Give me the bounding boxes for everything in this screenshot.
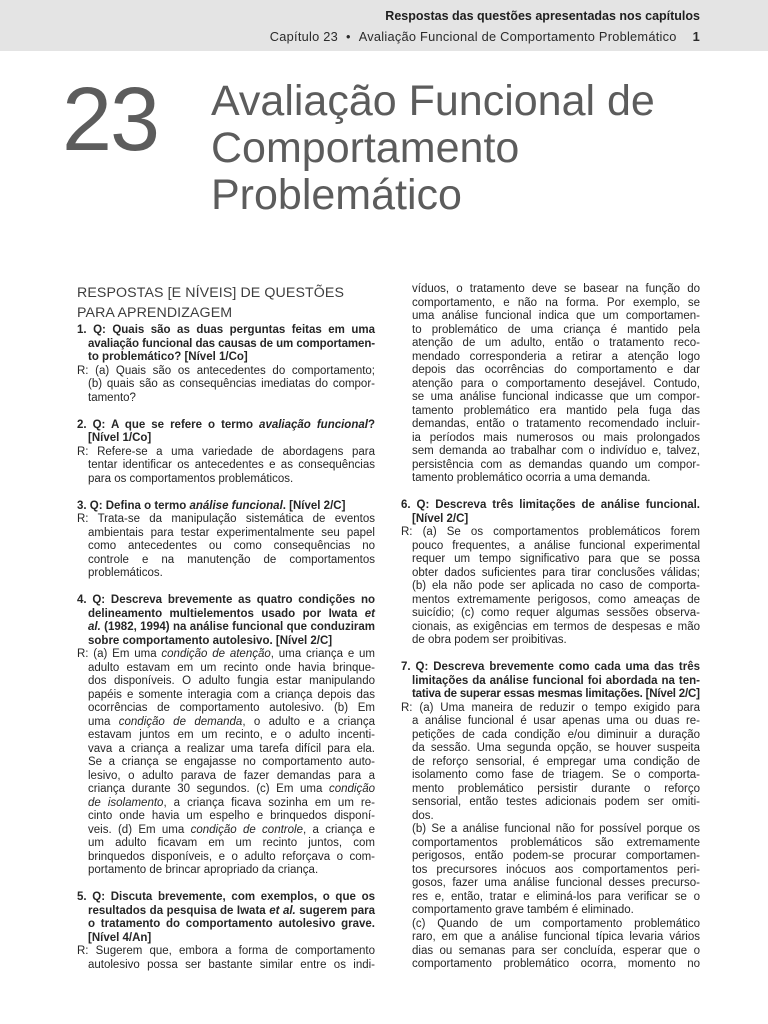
answer-line: R: (a) Quais são os antecedentes do comportamento; [77, 364, 375, 377]
italic-term: de isolamento [88, 796, 164, 809]
answer-line: ia períodos mais numerosos ou mais prolongados [412, 431, 700, 444]
running-head-band [0, 0, 768, 51]
answer-continuation [401, 283, 700, 486]
answer-line: dos. [412, 809, 434, 822]
section-heading-line: RESPOSTAS [E NÍVEIS] DE QUESTÕES [77, 285, 345, 301]
answer-line: gosos, fazer uma análise funcional desses precurso- [412, 877, 700, 889]
chapter-title-line: Comportamento [211, 124, 520, 172]
answer-line: cionais, as exigências em termos de despesas e mão [412, 620, 700, 633]
answer-line: to problemático de uma criança é mantido pela [412, 323, 700, 336]
question-line [77, 500, 375, 514]
chapter-title [211, 78, 655, 219]
answer-line: res e, então, tratar e eliminá-los para verificar se o [412, 890, 700, 903]
answer-line: (b) quais são as consequências imediatas do compor- [88, 378, 375, 390]
answer-line: lesivo, o adulto parava de fazer demandas para a [88, 769, 375, 782]
italic-term: condição [328, 783, 375, 795]
question-line: sobre comportamento autolesivo. [Nível 2/C] [88, 634, 333, 647]
running-head-chapter-label: Capítulo 23 [269, 29, 338, 44]
answer-line: R: (a) Se os comportamentos problemáticos forem [401, 526, 700, 538]
answer-line: de reforço sensorial, é empregar uma condição de [412, 755, 700, 768]
question-line: limitações da análise funcional foi abordada na ten- [412, 674, 700, 687]
text-column-right [401, 283, 700, 972]
answer-line: um adulto ficavam em um recinto juntos, com [88, 837, 375, 849]
answer-line: para os comportamentos problemáticos. [88, 472, 294, 485]
text-run: , a criança e [302, 823, 375, 836]
question-line: 1. Q: Quais são as duas perguntas feitas em uma [77, 324, 375, 336]
answer-line: mendado corresponderia a retirar a atenção logo [412, 350, 700, 363]
question-line [77, 608, 375, 622]
text-run: delineamento multielementos usado por Iwata [88, 607, 365, 620]
answer-line: brinquedos disponíveis, e o adulto reforçava o com- [88, 850, 375, 863]
answer-line: papéis e somente interagia com a criança depois das [88, 688, 375, 701]
italic-term: et [364, 607, 375, 620]
answer-line: (b) Se a análise funcional não for possível porque os [412, 823, 700, 835]
answer-line: dias ou semanas para ser concluída, esperar que o [412, 944, 700, 957]
section-heading [77, 283, 344, 323]
answer-line: mentos extremamente perigosos, como ameaças de [412, 593, 700, 606]
italic-term: condição de atenção [161, 648, 271, 660]
text-run: criança durante 30 segundos. (c) Em uma [88, 783, 329, 795]
running-head-chapter-title: Avaliação Funcional de Comportamento Problemático [358, 29, 677, 44]
answer-line: cinto onde havia um espelho e brinquedos disponí- [88, 810, 375, 822]
answer-line: a análise funcional é usar apenas uma ou duas re- [412, 715, 700, 727]
answer-line: sem demanda ao trabalhar com o indivíduo e, talvez, [412, 445, 700, 457]
text-run: 3. Q: Defina o termo [77, 499, 190, 512]
answer-line: persistência com as demandas quando um compor- [412, 458, 700, 471]
answer-line: Se a criança se engajasse no comportamento auto- [88, 756, 375, 768]
answer-line: demandas, então o tratamento recomendado incluir- [412, 418, 700, 430]
qa-item [77, 324, 375, 405]
qa-item [77, 419, 375, 487]
text-run: veis. (d) Em uma [88, 823, 191, 836]
text-run: , uma criança e um [270, 648, 375, 660]
answer-line: estavam juntos em um recinto, e o adulto incenti- [88, 729, 375, 741]
answer-line: mento problemático persistir durante o reforço [412, 782, 700, 795]
answer-line: raro, em que a análise funcional típica levaria vários [412, 931, 700, 943]
answer-line: comportamento, e não na forma. Por exemplo, se [412, 296, 700, 309]
answer-line: de obra podem ser proibitivas. [412, 634, 567, 646]
answer-line: tamento? [88, 391, 136, 404]
answer-line: R: (a) Uma maneira de reduzir o tempo exigido para [401, 701, 700, 714]
question-line: [Nível 4/An] [88, 931, 152, 944]
answer-line [77, 716, 375, 730]
answer-line: se uma análise funcional indicasse que um compor- [412, 391, 700, 403]
question-line: [Nível 1/Co] [88, 432, 152, 444]
italic-term: al. [88, 621, 101, 633]
text-run: uma [88, 715, 119, 728]
answer-line: portamento de brincar apropriado da criança. [88, 864, 319, 876]
answer-line: da sessão. Uma segunda opção, se houver suspeita [412, 742, 700, 754]
answer-line: petições de cada condição e/ou diminuir a duração [412, 728, 700, 741]
answer-line: (b) ela não pode ser aplicada no caso de comporta- [412, 580, 700, 592]
answer-line [77, 648, 375, 662]
text-run: ? [367, 418, 375, 431]
question-line [77, 419, 375, 433]
chapter-title-line: Avaliação Funcional de [211, 77, 655, 125]
question-line: o tratamento do comportamento autolesivo grave. [88, 918, 375, 930]
answer-line: suicídio; (c) como requer algumas sessões observa- [412, 607, 700, 619]
chapter-title-line: Problemático [211, 171, 462, 219]
italic-term: condição de demanda [118, 715, 243, 728]
question-line: 5. Q: Discuta brevemente, com exemplos, o que os [77, 891, 375, 903]
answer-line: controle e na manutenção de comportamentos [88, 553, 375, 566]
answer-line [77, 824, 375, 838]
answer-line: comportamentos problemáticos são extremamente [412, 836, 700, 849]
answer-line: R: Trata-se da manipulação sistemática de eventos [77, 513, 375, 525]
question-line: [Nível 2/C] [412, 512, 469, 525]
section-heading-line: PARA APRENDIZAGEM [77, 305, 233, 321]
answer-line: comportamento problemático ocorra, momento no [412, 958, 700, 970]
text-run: R: (a) Em uma [77, 648, 162, 660]
answer-line: atenção de um adulto, então o tratamento reco- [412, 337, 700, 349]
answer-line: tamento problemático era mantido pela fuga das [412, 404, 700, 417]
question-line: to problemático? [Nível 1/Co] [88, 351, 248, 363]
running-head-book-section: Respostas das questões apresentadas nos capítulos [385, 9, 700, 23]
question-line [77, 621, 375, 635]
question-line [77, 905, 375, 919]
question-line: 6. Q: Descreva três limitações de análise funcional. [401, 499, 700, 511]
answer-line [77, 783, 375, 797]
page-number: 1 [692, 29, 700, 44]
answer-line: R: Refere-se a uma variedade de abordagens para [77, 445, 375, 458]
bullet-separator: • [346, 29, 351, 44]
italic-term: condição de controle [190, 823, 303, 836]
qa-item [77, 891, 375, 972]
qa-item [77, 594, 375, 878]
answer-line: R: Sugerem que, embora a forma de comportamento [77, 945, 375, 957]
italic-term: análise funcional [189, 499, 283, 512]
qa-item [77, 500, 375, 581]
text-run: , o adulto e a criança [242, 715, 376, 728]
answer-line: autolesivo possa ser bastante similar entre os indi- [88, 958, 375, 971]
text-run: resultados da pesquisa de Iwata [88, 904, 270, 917]
answer-line: tamento problemático ocorria a uma demanda. [412, 472, 651, 484]
text-run: 2. Q: A que se refere o termo [77, 418, 260, 431]
answer-line: ambientais para testar experimentalmente seu papel [88, 526, 375, 539]
running-head-chapter-line [270, 29, 700, 45]
answer-line: como antecedentes ou como consequências no [88, 540, 375, 552]
italic-term: avaliação funcional [259, 418, 368, 431]
answer-line: ocorrências de comportamento autolesivo. (b) Em [88, 702, 375, 714]
text-column-left [77, 324, 375, 972]
answer-line: adulto estavam em um recinto onde havia brinque- [88, 661, 375, 674]
answer-line: perigosos, então podem-se procurar comportamen- [412, 850, 700, 862]
question-line: 4. Q: Descreva brevemente as quatro condições no [77, 594, 375, 606]
answer-line: sensorial, então testes adicionais podem ser omiti- [412, 796, 700, 808]
answer-line: requer um tempo significativo para que se possa [412, 553, 700, 565]
answer-line: vava a criança a realizar uma tarefa difícil para ela. [88, 742, 375, 755]
answer-line: depois das ocorrências do comportamento e dar [412, 364, 700, 376]
answer-line: atenção para o comportamento desejável. Contudo, [412, 377, 700, 390]
text-run: , a criança ficava sozinha em um re- [163, 796, 375, 809]
chapter-number: 23 [62, 70, 159, 170]
answer-line: (c) Quando de um comportamento problemático [412, 917, 700, 930]
answer-line: pouco frequentes, a análise funcional experimental [412, 539, 700, 552]
answer-line: dos disponíveis. O adulto fungia estar manipulando [88, 675, 375, 687]
answer-line: víduos, o tratamento deve se basear na função do [412, 283, 700, 295]
answer-line: isolamento como fase de triagem. Se o comporta- [412, 769, 700, 781]
question-line: tativa de superar essas mesmas limitações. [Nível 2/C] [412, 688, 700, 700]
answer-line: comportamento grave também é eliminado. [412, 904, 634, 916]
answer-line: obter dados suficientes para tirar conclusões válidas; [412, 566, 700, 579]
question-line: 7. Q: Descreva brevemente como cada uma das três [401, 661, 700, 673]
text-run: sugerem para [295, 904, 375, 917]
answer-line: uma análise funcional indica que um comportamen- [412, 310, 700, 322]
qa-item [401, 499, 700, 648]
italic-term: et al. [269, 904, 296, 917]
answer-line [77, 797, 375, 811]
text-run: (1982, 1994) na análise funcional que conduziram [100, 621, 375, 633]
answer-line: tentar identificar os antecedentes e as consequências [88, 459, 375, 471]
answer-line: tos precursores inócuos aos comportamentos peri- [412, 863, 700, 876]
answer-line: problemáticos. [88, 567, 163, 579]
qa-item [401, 661, 700, 972]
text-run: . [Nível 2/C] [282, 499, 346, 512]
question-line: avaliação funcional das causas de um comportamen- [88, 337, 375, 350]
